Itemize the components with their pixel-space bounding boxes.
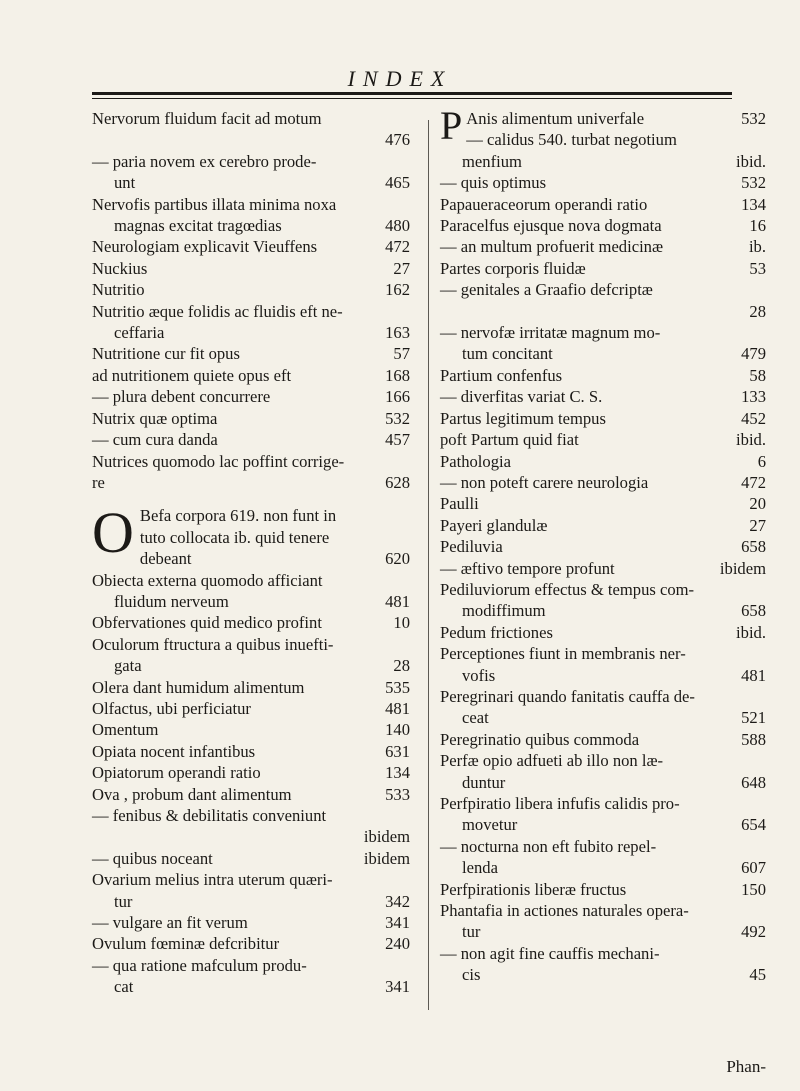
index-entry [440, 964, 766, 985]
page-reference: 481 [385, 698, 410, 718]
page-reference: 620 [385, 549, 410, 569]
index-entry [440, 451, 766, 472]
index-entry [92, 527, 410, 548]
entry-text: — diverfitas variat C. S. [440, 387, 603, 407]
index-entry [440, 814, 766, 835]
page-reference: 532 [741, 173, 766, 193]
index-entry [440, 301, 766, 322]
page-reference: 10 [393, 613, 410, 633]
page-reference: ibidem [719, 558, 766, 578]
page-reference: 631 [385, 741, 410, 761]
entry-text: — plura debent concurrere [92, 387, 271, 407]
index-entry [92, 343, 410, 364]
index-entry [92, 634, 410, 655]
page-reference: 341 [385, 913, 410, 933]
entry-text: — calidus 540. turbat negotium [466, 130, 677, 150]
entry-text: Pathologia [440, 451, 511, 471]
entry-text: Phantafia in actiones naturales opera- [440, 901, 689, 921]
page-reference: 654 [741, 815, 766, 835]
page-header: INDEX [347, 66, 453, 91]
entry-text: — cum cura danda [92, 430, 218, 450]
page-reference: 140 [385, 720, 410, 740]
index-entry [440, 622, 766, 643]
entry-text: — quis optimus [440, 173, 547, 193]
entry-text: ceat [462, 708, 489, 728]
entry-text: — fenibus & debilitatis conveniunt [92, 806, 327, 825]
index-entry [92, 129, 410, 150]
index-entry [92, 912, 410, 933]
entry-text: Oculorum ftructura a quibus inuefti- [92, 634, 334, 654]
entry-text: Partus legitimum tempus [440, 408, 606, 428]
index-entry [440, 472, 766, 493]
index-entry [92, 955, 410, 976]
catchword: Phan- [726, 1057, 766, 1076]
index-entry [92, 301, 410, 322]
index-entry [440, 793, 766, 814]
index-entry [92, 741, 410, 762]
entry-text: Neurologiam explicavit Vieuffens [92, 237, 318, 257]
index-entry [440, 429, 766, 450]
entry-text: gata [114, 656, 142, 676]
entry-text: poft Partum quid fiat [440, 430, 579, 450]
index-entry [440, 515, 766, 536]
index-entry [92, 365, 410, 386]
column-divider [428, 120, 429, 1010]
page-reference: 452 [741, 408, 766, 428]
index-entry [92, 279, 410, 300]
entry-text: Payeri glandulæ [440, 515, 548, 535]
page-reference: 342 [385, 891, 410, 911]
entry-text: Pedum frictiones [440, 622, 553, 642]
right-column [440, 103, 766, 986]
index-entry [92, 612, 410, 633]
index-entry [92, 429, 410, 450]
index-entry [440, 408, 766, 429]
index-entry [92, 891, 410, 912]
page-reference: 240 [385, 934, 410, 954]
index-entry [440, 172, 766, 193]
index-entry [92, 408, 410, 429]
page-reference: 476 [385, 130, 410, 150]
page-reference: 45 [749, 965, 766, 985]
index-entry [440, 643, 766, 664]
page-reference: 535 [385, 677, 410, 697]
page-reference: 481 [741, 665, 766, 685]
index-entry [92, 322, 410, 343]
entry-text: Olfactus, ubi perficiatur [92, 698, 251, 718]
index-entry [440, 836, 766, 857]
page-reference: 163 [385, 323, 410, 343]
index-entry [92, 869, 410, 890]
entry-text: Paracelfus ejusque nova dogmata [440, 216, 662, 236]
drop-cap-letter: O [92, 500, 134, 566]
page-reference: ib. [748, 237, 766, 257]
entry-text: ad nutritionem quiete opus eft [92, 365, 292, 385]
entry-text: unt [114, 173, 136, 193]
entry-text: — non agit fine cauffis mechani- [440, 943, 660, 963]
index-entry [440, 600, 766, 621]
entry-text: cis [462, 965, 481, 985]
page-reference: 58 [749, 365, 766, 385]
index-entry [440, 493, 766, 514]
entry-text: re [92, 472, 105, 492]
entry-text: — an multum profuerit medicinæ [440, 237, 664, 257]
index-entry [92, 548, 410, 569]
header-rule [92, 92, 732, 95]
page-reference: 150 [741, 879, 766, 899]
page-reference: 607 [741, 858, 766, 878]
page-reference: 162 [385, 280, 410, 300]
index-entry [440, 194, 766, 215]
index-entry [92, 762, 410, 783]
entry-text: Peregrinari quando fanitatis cauffa de- [440, 686, 695, 706]
page-reference: 492 [741, 922, 766, 942]
entry-text: Anis alimentum univerfale [466, 109, 645, 128]
page-reference: 480 [385, 216, 410, 236]
section-gap [92, 493, 410, 505]
index-entry [440, 900, 766, 921]
entry-text: Pediluviorum effectus & tempus com- [440, 579, 695, 599]
entry-text: Partes corporis fluidæ [440, 258, 586, 278]
index-entry [92, 194, 410, 215]
entry-text: Nutrix quæ optima [92, 408, 218, 428]
entry-text: Ova , probum dant alimentum [92, 784, 292, 804]
entry-text: — genitales a Graafio defcriptæ [440, 280, 653, 300]
index-entry [440, 279, 766, 300]
index-entry [440, 322, 766, 343]
index-entry [92, 805, 410, 826]
index-entry [440, 215, 766, 236]
index-entry [440, 386, 766, 407]
page-reference: 472 [741, 472, 766, 492]
index-entry [440, 879, 766, 900]
index-entry [440, 536, 766, 557]
entry-text: — nocturna non eft fubito repel- [440, 836, 657, 856]
entry-text: Papaueraceorum operandi ratio [440, 194, 648, 214]
index-entry [440, 343, 766, 364]
entry-text: Nutritione cur fit opus [92, 344, 240, 364]
index-entry [440, 686, 766, 707]
entry-text: menfium [462, 151, 522, 171]
page-reference: ibidem [363, 848, 410, 868]
entry-text: Opiatorum operandi ratio [92, 763, 261, 783]
entry-text: — non poteft carere neurologia [440, 472, 649, 492]
index-entry [92, 784, 410, 805]
index-entry [92, 451, 410, 472]
index-entry [440, 579, 766, 600]
index-entry [92, 472, 410, 493]
entry-text: Nervofis partibus illata minima noxa [92, 194, 337, 214]
page-reference: 465 [385, 173, 410, 193]
drop-cap-letter: P [440, 103, 463, 148]
index-entry [440, 729, 766, 750]
page-reference: 134 [385, 763, 410, 783]
page-reference: 133 [741, 387, 766, 407]
page-reference: 166 [385, 387, 410, 407]
entry-text: Nutrices quomodo lac poffint corrige- [92, 451, 345, 471]
entry-text: Obfervationes quid medico profint [92, 613, 322, 633]
index-entry [92, 719, 410, 740]
index-entry [440, 665, 766, 686]
index-entry [92, 108, 410, 129]
index-entry [92, 172, 410, 193]
page-reference: 341 [385, 977, 410, 997]
page-reference: 533 [385, 784, 410, 804]
index-entry [440, 365, 766, 386]
entry-text: Partium confenfus [440, 365, 563, 385]
entry-text: Perceptiones fiunt in membranis ner- [440, 644, 686, 664]
entry-text: Befa corpora 619. non funt in [139, 506, 337, 526]
page-reference: 479 [741, 344, 766, 364]
entry-text: — nervofæ irritatæ magnum mo- [440, 323, 661, 343]
page-reference: 521 [741, 708, 766, 728]
page-reference: 168 [385, 365, 410, 385]
entry-text: — quibus noceant [92, 848, 213, 868]
index-entry [440, 151, 766, 172]
page-reference: 27 [393, 258, 410, 278]
page-reference: ibid. [736, 622, 766, 642]
index-entry [92, 677, 410, 698]
page-reference: 658 [741, 601, 766, 621]
entry-text: Perfæ opio adfueti ab illo non læ- [440, 751, 664, 771]
entry-text: Nutritio [92, 280, 145, 300]
page-reference: 57 [393, 344, 410, 364]
index-entry [92, 386, 410, 407]
entry-text: Perfpirationis liberæ fructus [440, 879, 627, 899]
page-reference: 20 [749, 494, 766, 514]
index-entry [440, 129, 766, 150]
entry-text: Nervorum fluidum facit ad motum [92, 109, 322, 128]
index-entry [92, 655, 410, 676]
index-entry [440, 236, 766, 257]
page-reference: 481 [385, 591, 410, 611]
index-entry [440, 772, 766, 793]
entry-text: debeant [139, 549, 192, 569]
entry-text: Peregrinatio quibus commoda [440, 729, 640, 749]
index-entry [92, 236, 410, 257]
entry-text: cat [114, 977, 134, 997]
page-reference: 648 [741, 772, 766, 792]
index-entry [92, 933, 410, 954]
page-reference: 27 [749, 515, 766, 535]
page-reference: ibid. [736, 151, 766, 171]
page-reference: 472 [385, 237, 410, 257]
index-entry [92, 570, 410, 591]
index-entry [92, 258, 410, 279]
page-reference: 134 [741, 194, 766, 214]
entry-text: vofis [462, 665, 496, 685]
page-reference: ibidem [363, 827, 410, 847]
index-entry [440, 921, 766, 942]
index-entry [92, 976, 410, 997]
entry-text: modiffimum [462, 601, 546, 621]
page-reference: 6 [757, 451, 766, 471]
entry-text: tur [114, 891, 133, 911]
index-entry [440, 558, 766, 579]
entry-text: fluidum nerveum [114, 591, 229, 611]
page-reference: ibid. [736, 430, 766, 450]
entry-text: — æftivo tempore profunt [440, 558, 615, 578]
page-reference: 28 [393, 656, 410, 676]
entry-text: Paulli [440, 494, 479, 514]
page-reference: 28 [749, 301, 766, 321]
entry-text: Pediluvia [440, 537, 503, 557]
entry-text: magnas excitat tragœdias [114, 216, 282, 236]
entry-text: tum concitant [462, 344, 553, 364]
entry-text: — paria novem ex cerebro prode- [92, 151, 317, 171]
page-reference: 628 [385, 472, 410, 492]
entry-text: Ovulum fœminæ defcribitur [92, 934, 280, 954]
page-reference: 16 [749, 216, 766, 236]
page-reference: 588 [741, 729, 766, 749]
index-entry [92, 848, 410, 869]
entry-text: Nutritio æque folidis ac fluidis eft ne- [92, 301, 343, 321]
index-entry [92, 591, 410, 612]
index-entry [440, 943, 766, 964]
entry-text: — qua ratione mafculum produ- [92, 955, 307, 975]
entry-text: Olera dant humidum alimentum [92, 677, 305, 697]
index-entry [92, 151, 410, 172]
left-column [92, 108, 410, 998]
entry-text: duntur [462, 772, 506, 792]
entry-text: tuto collocata ib. quid tenere [139, 527, 330, 547]
page-reference: 532 [741, 109, 766, 128]
index-entry [92, 215, 410, 236]
index-entry [440, 258, 766, 279]
index-entry [440, 707, 766, 728]
page-reference: 53 [749, 258, 766, 278]
entry-text: Opiata nocent infantibus [92, 741, 256, 761]
index-entry [440, 857, 766, 878]
entry-text: movetur [462, 815, 518, 835]
entry-text: Omentum [92, 720, 159, 740]
index-entry [92, 826, 410, 847]
page-reference: 658 [741, 537, 766, 557]
entry-text: Obiecta externa quomodo afficiant [92, 570, 323, 590]
page-reference: 532 [385, 408, 410, 428]
entry-text: Ovarium melius intra uterum quæri- [92, 870, 333, 890]
page-reference: 457 [385, 430, 410, 450]
index-entry [440, 750, 766, 771]
entry-text: ceffaria [114, 323, 165, 343]
entry-text: Perfpiratio libera infufis calidis pro- [440, 794, 680, 813]
entry-text: tur [462, 922, 481, 942]
entry-text: Nuckius [92, 258, 148, 278]
entry-text: — vulgare an fit verum [92, 913, 248, 933]
header-rule-thin [92, 98, 732, 99]
index-entry [92, 698, 410, 719]
entry-text: lenda [462, 858, 498, 878]
